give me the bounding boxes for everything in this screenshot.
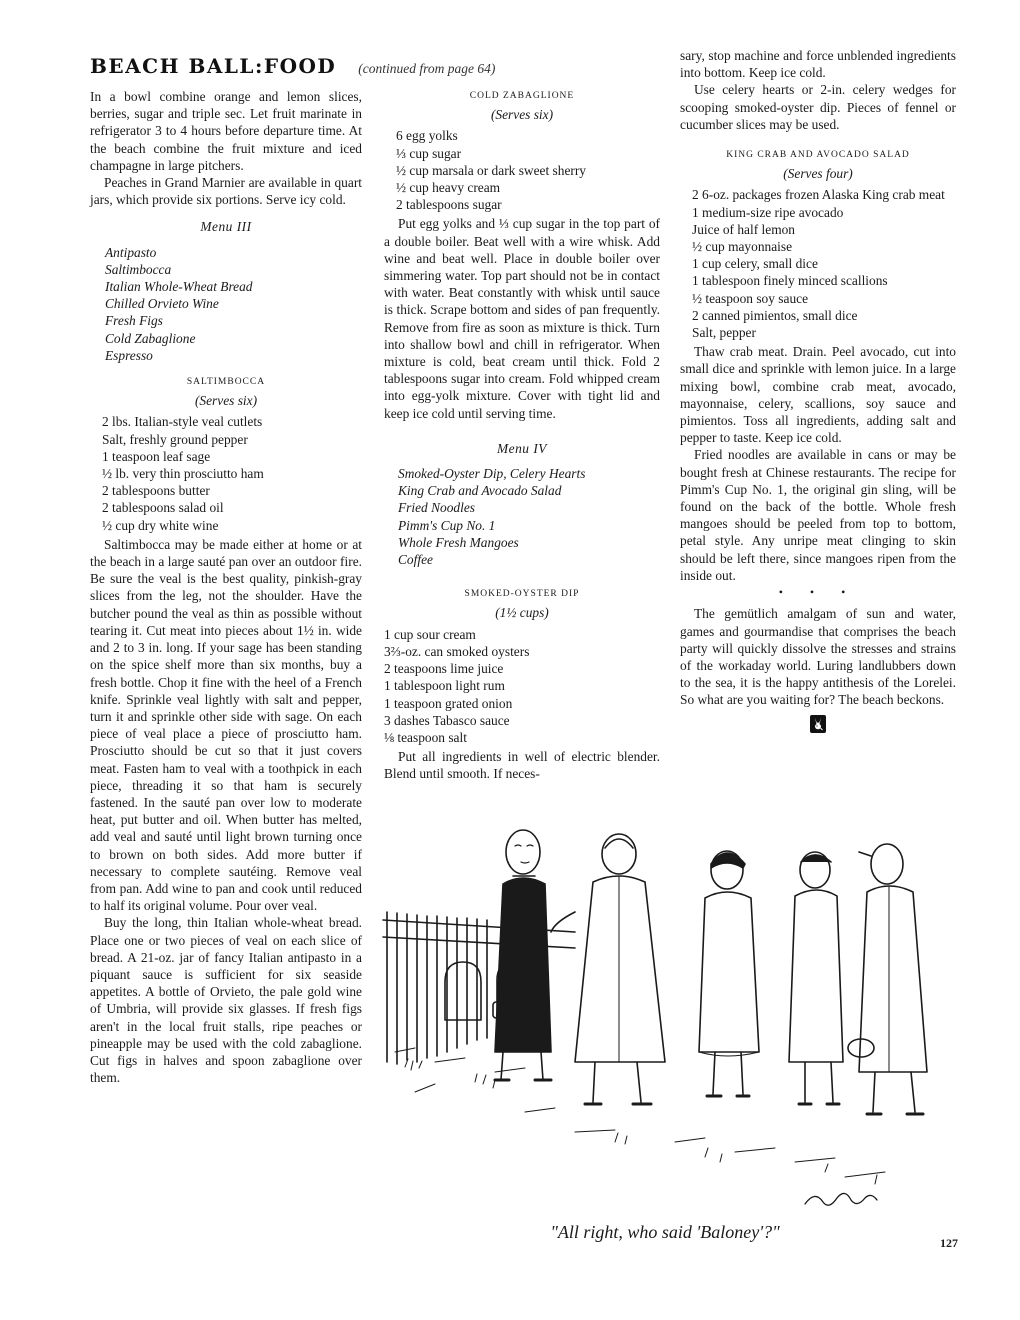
menu-item: Espresso bbox=[105, 347, 153, 363]
menu-item: Smoked-Oyster Dip, Celery Hearts bbox=[398, 466, 586, 482]
recipe-directions: Buy the long, thin Italian whole-wheat bread. Place one or two pieces of veal on each slice of bread. A 21-oz. jar of fancy Italian antipasto in a piquant sauce is sufficient for six seaside appetites. A bottle of Orvieto, the pale gold wine of Umbria, will provide six glasses. If fresh figs aren't in the local fruit stalls, ripe peaches or pineapple may be used with the cold zabaglione. Cut figs in halves and spoon zabaglione over them. bbox=[90, 915, 362, 1086]
ingredient: 1 cup sour cream bbox=[384, 626, 476, 642]
closing-paragraph: The gemütlich amalgam of sun and water, games and gourmandise that comprises the beach party will quickly dissolve the stresses and strains of the workaday world. Luring landlubbers down to the sea, it is the happy antithesis of the Lorelei. So what are you waiting for? The beach beckons. bbox=[680, 606, 956, 708]
menu-item: Italian Whole-Wheat Bread bbox=[105, 279, 253, 295]
ingredient: 1 teaspoon leaf sage bbox=[102, 448, 211, 464]
ingredient: 1 tablespoon finely minced scallions bbox=[692, 273, 888, 289]
page-number: 127 bbox=[940, 1236, 958, 1250]
menu-4-list bbox=[384, 465, 660, 568]
rabbit-head-end-mark-icon bbox=[810, 715, 826, 733]
ingredient: 2 canned pimientos, small dice bbox=[692, 307, 858, 323]
ingredient: 1 teaspoon grated onion bbox=[384, 695, 513, 711]
ingredient: 2 teaspoons lime juice bbox=[384, 661, 504, 677]
priest-figure bbox=[493, 830, 551, 1080]
menu-item: Fresh Figs bbox=[105, 313, 163, 329]
ingredient: ⅛ teaspoon salt bbox=[384, 729, 467, 745]
celery-note: Use celery hearts or 2-in. celery wedges for scooping smoked-oyster dip. Pieces of fennel or cucumber slices may be used. bbox=[680, 82, 956, 132]
menu-item: Fried Noodles bbox=[398, 500, 475, 516]
continued-note: (continued from page 64) bbox=[358, 61, 496, 76]
ingredient: ⅓ cup sugar bbox=[396, 145, 462, 161]
recipe-directions: Thaw crab meat. Drain. Peel avocado, cut into small dice and sprinkle with lemon juice. In a large mixing bowl, combine crab meat, avocado, mayonnaise, celery, scallions, soy sauce and pimientos. Toss all ingredients, adding salt and pepper to taste. Keep ice cold. bbox=[680, 344, 956, 446]
column-2 bbox=[384, 88, 660, 783]
ingredient: ½ teaspoon soy sauce bbox=[692, 290, 809, 306]
ingredient: Salt, freshly ground pepper bbox=[102, 431, 248, 447]
ingredient: Salt, pepper bbox=[692, 325, 756, 341]
menu-3-list bbox=[90, 244, 362, 364]
cartoon-caption: "All right, who said 'Baloney'?" bbox=[550, 1222, 780, 1242]
recipe-serves: (1½ cups) bbox=[495, 605, 549, 621]
menu-3-title: Menu III bbox=[200, 219, 252, 235]
ingredient-list bbox=[384, 626, 660, 746]
ingredient: 1 medium-size ripe avocado bbox=[692, 204, 844, 220]
continuation-text: sary, stop machine and force unblended ingredients into bottom. Keep ice cold. bbox=[680, 48, 956, 81]
menu-item: Antipasto bbox=[105, 244, 157, 260]
ingredient: 6 egg yolks bbox=[396, 128, 458, 144]
ingredient: 2 6-oz. packages frozen Alaska King crab meat bbox=[692, 187, 945, 203]
ingredient: 1 cup celery, small dice bbox=[692, 256, 818, 272]
menu-4-title: Menu IV bbox=[497, 440, 547, 456]
ingredient: 3⅔-oz. can smoked oysters bbox=[384, 643, 530, 659]
recipe-serves: (Serves four) bbox=[783, 166, 853, 182]
intro-paragraph-1: In a bowl combine orange and lemon slices, berries, sugar and triple sec. Let fruit marinate in refrigerator 3 to 4 hours before departure time. At the beach combine the fruit mixture and iced champagne in large pitchers. bbox=[90, 89, 362, 173]
ingredient: ½ cup marsala or dark sweet sherry bbox=[396, 162, 586, 178]
ingredient-list bbox=[384, 127, 660, 213]
ingredient: ½ lb. very thin prosciutto ham bbox=[102, 466, 264, 482]
ingredient: ½ cup heavy cream bbox=[396, 180, 501, 196]
menu-item: King Crab and Avocado Salad bbox=[398, 483, 562, 499]
menu-item: Whole Fresh Mangoes bbox=[398, 534, 519, 550]
recipe-serves: (Serves six) bbox=[490, 107, 554, 123]
ingredient: 2 tablespoons salad oil bbox=[102, 500, 224, 516]
section-divider: • • • bbox=[778, 585, 858, 600]
recipe-directions: Saltimbocca may be made either at home or at the beach in a large sauté pan over an outdoor fire. Be sure the veal is the best quality, pinkish-gray slices from the leg, not the shoulder. Have the butcher pound the veal as thin as possible without tearing it. Cut meat into pieces about 1½ in. wide and 2 to 3 in. long. If your sage has been standing on the spice shelf more than six months, buy a fresh bottle. Chop it fine with the heel of a French knife. Sprinkle veal lightly with salt and pepper, turn it and sprinkle other side with sage. On each piece of veal place a piece of prosciutto ham. Prosciutto should be cut so that it just covers meat. Fasten ham to veal with a toothpick in each piece, threading it so that ham is securely fastened. In the sauté pan over low to moderate heat, put butter and oil. When butter has melted, add veal and sauté until light brown turning once to brown on both sides. Add more butter if necessary to complete sautéing. Remove veal from pan. Add wine to pan and cook until reduced to half its original volume. Pour over veal. bbox=[90, 536, 362, 914]
menu-item: Chilled Orvieto Wine bbox=[105, 296, 219, 312]
ingredient: ½ cup mayonnaise bbox=[692, 239, 793, 255]
noodles-note: Fried noodles are available in cans or may be bought fresh at Chinese restaurants. The recipe for Pimm's Cup No. 1, the original gin sling, will be found on the back of the bottle. Whole fresh mangoes should be peeled from top to bottom, petal style. Any unripe meat clinging to skin should be left there, since mangoes ripen from the inside out. bbox=[680, 447, 956, 583]
article-header bbox=[90, 54, 650, 84]
menu-item: Pimm's Cup No. 1 bbox=[398, 517, 496, 533]
ingredient: Juice of half lemon bbox=[692, 221, 795, 237]
ingredient: 2 tablespoons butter bbox=[102, 483, 210, 499]
ingredient-list bbox=[90, 413, 362, 533]
menu-item: Cold Zabaglione bbox=[105, 330, 196, 346]
menu-item: Saltimbocca bbox=[105, 261, 172, 277]
recipe-directions: Put egg yolks and ⅓ cup sugar in the top part of a double boiler. Beat well with a wire whisk. Add wine and beat well. Place in double boiler over simmering water. Top part should not be in contact with water. Beat constantly with whisk until sauce is thick. Scrape bottom and sides of pan frequently. Remove from fire as soon as mixture is thick. Turn into shallow bowl and chill in refrigerator. When mixture is cold, beat cream until thick. Fold 2 tablespoons sugar into cream. Fold whipped cream into egg-yolk mixture. Cover with tight lid and keep ice cold until serving time. bbox=[384, 216, 660, 421]
recipe-title-oyster-dip: SMOKED-OYSTER DIP bbox=[464, 589, 580, 600]
recipe-title-saltimbocca: SALTIMBOCCA bbox=[186, 377, 266, 388]
ingredient: ½ cup dry white wine bbox=[102, 517, 219, 533]
recipe-serves: (Serves six) bbox=[194, 393, 258, 409]
intro-paragraph-2: Peaches in Grand Marnier are available in quart jars, which provide six portions. Serve icy cold. bbox=[90, 175, 362, 208]
cartoon-illustration bbox=[375, 812, 965, 1222]
ingredient: 1 tablespoon light rum bbox=[384, 678, 505, 694]
recipe-title-crab-salad: KING CRAB AND AVOCADO SALAD bbox=[726, 150, 910, 161]
article-title: BEACH BALL:FOOD bbox=[90, 54, 337, 78]
mourner-figure bbox=[789, 852, 843, 1104]
mourner-figure bbox=[848, 844, 927, 1114]
ingredient: 2 tablespoons sugar bbox=[396, 197, 502, 213]
mourner-figure bbox=[699, 851, 759, 1096]
recipe-title-zabaglione: COLD ZABAGLIONE bbox=[469, 91, 575, 101]
column-3 bbox=[680, 47, 956, 733]
mourner-figure bbox=[551, 834, 665, 1104]
ingredient-list bbox=[680, 186, 956, 341]
menu-item: Coffee bbox=[398, 552, 433, 568]
ingredient: 3 dashes Tabasco sauce bbox=[384, 712, 510, 728]
recipe-directions: Put all ingredients in well of electric blender. Blend until smooth. If neces- bbox=[384, 749, 660, 782]
ingredient: 2 lbs. Italian-style veal cutlets bbox=[102, 414, 263, 430]
column-1 bbox=[90, 88, 362, 1086]
